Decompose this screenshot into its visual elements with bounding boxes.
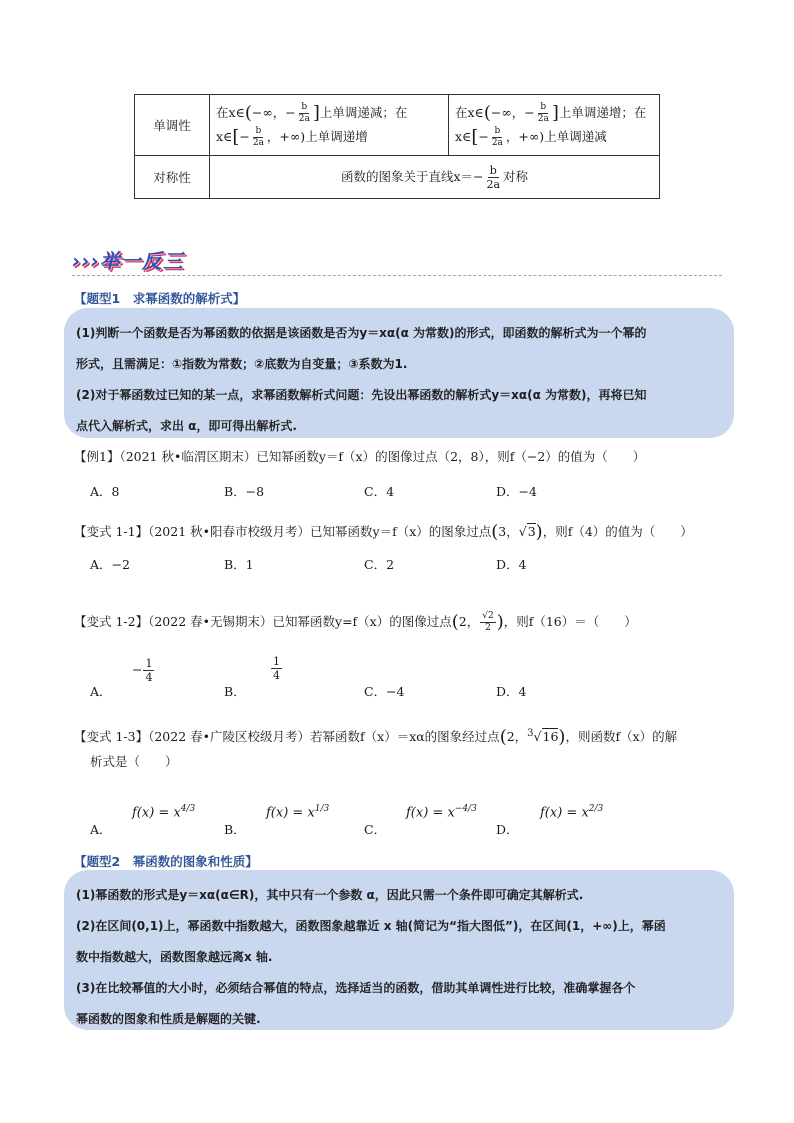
divider — [72, 275, 722, 276]
option-c-formula: $f(x) = x^{-4/3}$ — [406, 804, 477, 821]
variant12-stem: 【变式 1-2】（2022 春•无锡期末）已知幂函数y=f（x）的图像过点(2， $\frac{√2}{2}$ )，则f（16）＝（ ） — [74, 611, 637, 633]
tip-line: 数中指数越大，函数图象越远离x 轴. — [76, 950, 273, 964]
section1-tips — [64, 308, 734, 438]
option-c: C．2 — [364, 557, 395, 572]
example1-stem: 【例1】（2021 秋•临渭区期末）已知幂函数y＝f（x）的图像过点（2，8），则f（−2）的值为（ ） — [74, 449, 646, 464]
tip-line: 幂函数的图象和性质是解题的关键. — [76, 1012, 261, 1026]
table-row — [135, 156, 660, 199]
variant13-stem-cont: 析式是（ ） — [90, 754, 178, 769]
cell-left: 在x∈(−∞，− $\frac{b}{2a}$ ]上单调递减；在 x∈[− $\frac{b}{2a}$ ，+∞)上单调递增 — [210, 95, 449, 156]
tip-line: 点代入解析式，求出 α，即可得出解析式. — [76, 419, 297, 433]
tip-line: (3)在比较幂值的大小时，必须结合幂值的特点，选择适当的函数，借助其单调性进行比较，准确掌握各个 — [76, 981, 636, 995]
option-a: A．8 — [90, 484, 120, 499]
option-d-formula: $f(x) = x^{2/3}$ — [540, 804, 604, 821]
variant13-stem: 【变式 1-3】（2022 春•广陵区校级月考）若幂函数f（x）＝xα的图象经过点(2，$^3$√16)，则函数f（x）的解 — [74, 726, 678, 748]
option-a: A． — [90, 822, 112, 837]
variant11-stem: 【变式 1-1】（2021 秋•阳春市校级月考）已知幂函数y＝f（x）的图象过点(3，√3)，则f（4）的值为（ ） — [74, 521, 693, 543]
option-a-value: − $\frac{1}{4}$ — [132, 657, 153, 684]
section2-tips — [64, 870, 734, 1030]
row-label: 对称性 — [135, 156, 210, 199]
option-d: D． — [496, 822, 519, 837]
option-c: C． — [364, 822, 387, 837]
tip-line: (1)判断一个函数是否为幂函数的依据是该函数是否为y＝xα(α 为常数)的形式，即函数的解析式为一个幂的 — [76, 326, 647, 340]
table-row — [135, 95, 660, 156]
option-b: B．1 — [224, 557, 254, 572]
option-b-value: $\frac{1}{4}$ — [273, 655, 280, 682]
banner-arrows-icon: ››› — [72, 249, 100, 273]
tip-line: (2)对于幂函数过已知的某一点，求幂函数解析式问题：先设出幂函数的解析式y＝xα(α 为常数)，再将已知 — [76, 388, 647, 402]
option-a: A． — [90, 684, 112, 699]
section-banner — [72, 245, 192, 271]
option-a-formula: $f(x) = x^{4/3}$ — [132, 804, 196, 821]
property-table — [134, 94, 660, 199]
row-label: 单调性 — [135, 95, 210, 156]
tip-line: 形式，且需满足：①指数为常数；②底数为自变量；③系数为1. — [76, 357, 408, 371]
tip-line: (2)在区间(0,1)上，幂函数中指数越大，函数图象越靠近 x 轴(简记为“指大图低”)，在区间(1，+∞)上，幂函 — [76, 919, 666, 933]
option-b: B． — [224, 684, 246, 699]
option-c: C．4 — [364, 484, 395, 499]
option-c: C．−4 — [364, 684, 405, 699]
option-d: D．−4 — [496, 484, 537, 499]
option-b: B． — [224, 822, 246, 837]
section2-title: 【题型2 幂函数的图象和性质】 — [74, 854, 258, 869]
option-d: D．4 — [496, 684, 527, 699]
tip-line: (1)幂函数的形式是y＝xα(α∈R)，其中只有一个参数 α，因此只需一个条件即可确定其解析式. — [76, 888, 584, 902]
cell-symmetry: 函数的图象关于直线x＝− $\frac{b}{2a}$ 对称 — [210, 156, 660, 199]
option-b-formula: $f(x) = x^{1/3}$ — [266, 804, 330, 821]
banner-title: 举一反三 — [99, 249, 184, 273]
section1-title: 【题型1 求幂函数的解析式】 — [74, 291, 246, 306]
option-a: A．−2 — [90, 557, 130, 572]
option-b: B．−8 — [224, 484, 265, 499]
cell-right: 在x∈(−∞，− $\frac{b}{2a}$ ]上单调递增；在 x∈[− $\frac{b}{2a}$ ，+∞)上单调递减 — [449, 95, 660, 156]
option-d: D．4 — [496, 557, 527, 572]
